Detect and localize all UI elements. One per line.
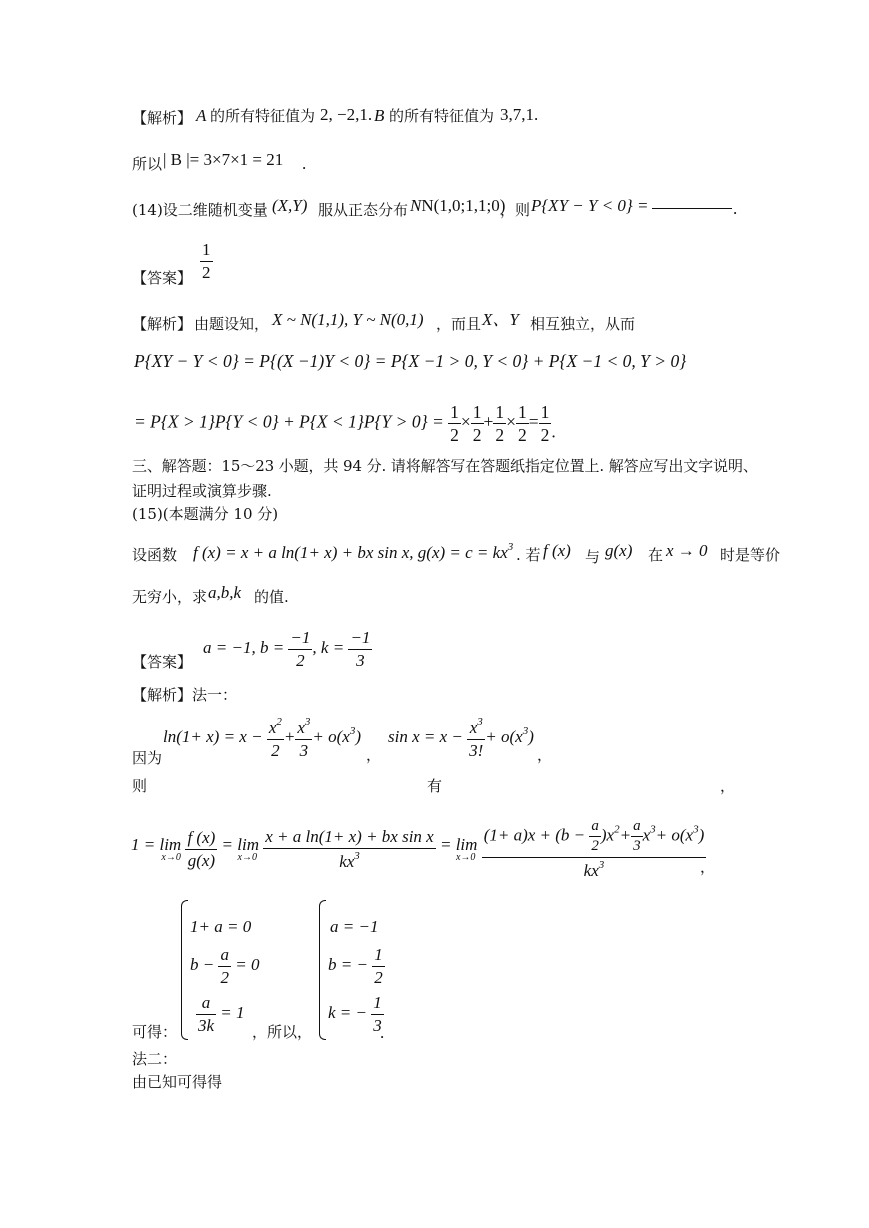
den-2: 2 xyxy=(271,740,280,760)
sup-3: 3 xyxy=(693,823,699,836)
sol14-label: 【解析】 xyxy=(132,315,193,333)
lim-num2f: ) xyxy=(698,825,705,845)
half-num: 1 xyxy=(493,402,506,424)
sup-3: 3 xyxy=(650,823,656,836)
ans15-b-num: −1 xyxy=(288,628,312,650)
have-text: 有 xyxy=(427,777,443,795)
sys2-line1: a = −1 xyxy=(330,917,379,936)
limit-equation xyxy=(131,818,706,880)
sol14-text2: ，而且 xyxy=(436,315,482,333)
half-den: 2 xyxy=(518,425,527,446)
half-den: 2 xyxy=(450,425,459,446)
sys2-line3 xyxy=(328,993,384,1035)
sin-tail: + o(x xyxy=(485,726,523,746)
sys1-line2 xyxy=(190,945,259,987)
sys1-line1: 1+ a = 0 xyxy=(190,917,252,936)
x-term: x xyxy=(469,718,478,737)
sys2-l3: k = − xyxy=(328,1002,367,1022)
sol14-line2 xyxy=(134,402,556,445)
q14-text1: 服从正态分布 xyxy=(318,201,409,219)
ln-lhs: ln(1+ x) = x − xyxy=(163,726,263,746)
sup-3: 3 xyxy=(349,724,356,737)
q15-limit: x → 0 xyxy=(666,541,708,560)
sol14-text3: 相互独立，从而 xyxy=(530,315,636,333)
sin-lhs: sin x = x − xyxy=(388,726,463,746)
sup-2: 2 xyxy=(276,716,282,728)
sys1-l3b: = 1 xyxy=(220,1002,245,1022)
sup-3: 3 xyxy=(354,849,360,862)
ans14-fraction xyxy=(200,240,213,282)
q14-distribution: NN(1,0;1,1;0) xyxy=(410,196,506,215)
lim-sub: x→0 xyxy=(237,851,257,863)
ans15-k-num: −1 xyxy=(348,628,372,650)
ans15-k: , k = xyxy=(312,637,345,657)
sys2-end: . xyxy=(380,1023,385,1042)
plus: + xyxy=(283,726,296,746)
sup-3: 3 xyxy=(522,724,529,737)
q14-prefix: (14)设二维随机变量 xyxy=(132,201,268,219)
lim-num2a: (1+ a)x + (b − xyxy=(483,825,586,845)
system2-brace xyxy=(319,900,326,1040)
q15-text6: 无穷小，求 xyxy=(132,588,208,606)
q14-end: . xyxy=(733,199,738,218)
ans14-label: 【答案】 xyxy=(132,269,193,287)
sol13-label: 【解析】 xyxy=(132,109,193,127)
lim-num2c: + xyxy=(619,825,632,845)
x-term: x xyxy=(297,718,305,737)
den-3-factorial: 3! xyxy=(469,740,484,760)
q15-text5: 时是等价 xyxy=(720,546,781,564)
sys1-l2b: = 0 xyxy=(235,954,260,974)
lim-den: kx xyxy=(339,851,355,871)
sin-close: ) xyxy=(528,726,534,746)
lim-sub: x→0 xyxy=(161,851,181,863)
ln-expansion xyxy=(163,716,361,760)
lim-sub: x→0 xyxy=(455,851,476,863)
times: × xyxy=(506,411,517,432)
section3-heading: 三、解答题：15～23 小题，共 94 分. 请将解答写在答题纸指定位置上. 解答应写出文字说明、 xyxy=(132,457,758,475)
sol13-b: B xyxy=(374,106,385,125)
ans15-label: 【答案】 xyxy=(132,653,193,671)
sys2-line2 xyxy=(328,945,385,987)
q15-function-expr: f (x) = x + a ln(1+ x) + bx sin x, g(x) = c = kx xyxy=(193,543,508,562)
equals: = xyxy=(528,411,539,432)
comma-3: ， xyxy=(720,777,736,795)
half-num: 1 xyxy=(471,402,484,424)
q15-text7: 的值. xyxy=(254,588,289,606)
lim-den: kx xyxy=(583,860,599,880)
comma-4: ， xyxy=(700,858,716,876)
sol13-det: | B |= 3×7×1 = 21 xyxy=(163,150,284,169)
sys1-l3-num: a xyxy=(196,993,216,1015)
section3-heading-cont: 证明过程或演算步骤. xyxy=(132,482,272,500)
den-3: 3 xyxy=(299,740,309,760)
frac-3: 3 xyxy=(633,838,641,855)
sol14-line2-a: = P{X > 1}P{Y < 0} + P{X < 1}P{Y > 0} = xyxy=(134,411,444,432)
ans15-b-den: 2 xyxy=(296,650,305,670)
lim-num2d: x xyxy=(642,825,651,845)
sol15-heading: 【解析】法一： xyxy=(132,686,238,704)
sol13-text1: 的所有特征值为 xyxy=(210,107,316,125)
q15-function xyxy=(193,542,513,561)
times: × xyxy=(460,411,471,432)
ln-close: ) xyxy=(355,726,361,746)
lim-eq: = lim xyxy=(221,834,259,854)
q15-text2: . 若 xyxy=(516,546,541,564)
sys1-l2a: b − xyxy=(190,954,215,974)
q15-text3: 与 xyxy=(585,548,601,566)
q15-text1: 设函数 xyxy=(132,546,178,564)
den-2: 2 xyxy=(374,967,383,987)
q15-abk: a,b,k xyxy=(208,583,242,602)
q15-heading: (15)(本题满分 10 分) xyxy=(132,505,279,523)
sol14-line1: P{XY − Y < 0} = P{(X −1)Y < 0} = P{X −1 > 0, Y < 0} + P{X −1 < 0, Y > 0} xyxy=(134,351,687,371)
comma-2: ， xyxy=(537,746,553,764)
half-den: 2 xyxy=(495,425,505,446)
sol14-dist: X ~ N(1,1), Y ~ N(0,1) xyxy=(272,310,424,329)
plus: + xyxy=(483,411,494,432)
q14-answer-blank xyxy=(652,208,732,209)
lim-gx: g(x) xyxy=(187,850,216,870)
ln-tail: + o(x xyxy=(312,726,350,746)
q15-gx: g(x) xyxy=(605,541,633,560)
frac-a: a xyxy=(589,818,601,837)
ans14-den: 2 xyxy=(202,262,211,282)
sup-3: 3 xyxy=(598,858,605,871)
sys2-l2: b = − xyxy=(328,954,368,974)
frac-2: 2 xyxy=(220,967,229,987)
frac-a: a xyxy=(631,818,643,837)
half-den: 2 xyxy=(472,425,482,446)
half-num: 1 xyxy=(516,402,529,424)
q14-dist-args: N(1,0;1,1;0) xyxy=(421,196,506,215)
sup-3: 3 xyxy=(304,716,311,728)
lim-lhs: 1 = lim xyxy=(131,834,182,854)
method2-text: 由已知可得得 xyxy=(132,1073,223,1091)
sup-3: 3 xyxy=(477,716,483,728)
q15-fx: f (x) xyxy=(543,541,571,560)
q15-function-sup: 3 xyxy=(507,541,514,553)
lim-num2e: + o(x xyxy=(655,825,694,845)
sol13-text2: 的所有特征值为 xyxy=(389,107,495,125)
lim-num2b: )x xyxy=(600,825,615,845)
sol13-end: . xyxy=(302,154,307,173)
q14-text2: ，则 xyxy=(500,201,531,219)
keyi-text: 可得： xyxy=(132,1023,178,1041)
half-num: 1 xyxy=(371,993,384,1015)
lim-num1: x + a ln(1+ x) + bx sin x xyxy=(263,827,435,849)
frac-a: a xyxy=(218,945,231,967)
ans15-k-den: 3 xyxy=(356,650,365,670)
lim-fx: f (x) xyxy=(185,828,217,850)
sys1-line3 xyxy=(196,993,245,1035)
ans15-a: a = −1, b = xyxy=(203,637,285,657)
half-num: 1 xyxy=(448,402,461,424)
method2-heading: 法二： xyxy=(132,1050,178,1068)
ans14-num: 1 xyxy=(200,240,213,262)
sol14-text1: 由题设知， xyxy=(194,315,270,333)
sys1-l3-den: 3k xyxy=(198,1015,215,1035)
sin-expansion xyxy=(388,716,534,760)
sup-2: 2 xyxy=(614,823,620,836)
ans15-values xyxy=(203,628,372,670)
half-den: 2 xyxy=(540,425,550,446)
den-3: 3 xyxy=(373,1015,382,1035)
sol14-xy: X、Y xyxy=(482,310,519,329)
sol13-eigs-a: 2, −2,1. xyxy=(320,105,373,124)
sol13-text3: 所以 xyxy=(132,155,163,173)
half-num: 1 xyxy=(372,945,385,967)
sol13-a: A xyxy=(196,106,207,125)
sol14-end: . xyxy=(551,421,556,442)
q14-probability: P{XY − Y < 0} = xyxy=(531,196,649,215)
q14-xy: (X,Y) xyxy=(272,196,308,215)
then-text: 则 xyxy=(132,777,148,795)
half-num: 1 xyxy=(539,402,552,424)
system1-brace xyxy=(181,900,188,1040)
q15-text4: 在 xyxy=(648,546,664,564)
x-term: x xyxy=(268,718,277,737)
suoyi-text: ，所以， xyxy=(252,1023,313,1041)
comma-1: ， xyxy=(366,746,382,764)
lim-eq2: = lim xyxy=(439,834,478,854)
frac-2: 2 xyxy=(591,838,599,855)
because-text: 因为 xyxy=(132,749,163,767)
sol13-eigs-b: 3,7,1. xyxy=(500,105,539,124)
